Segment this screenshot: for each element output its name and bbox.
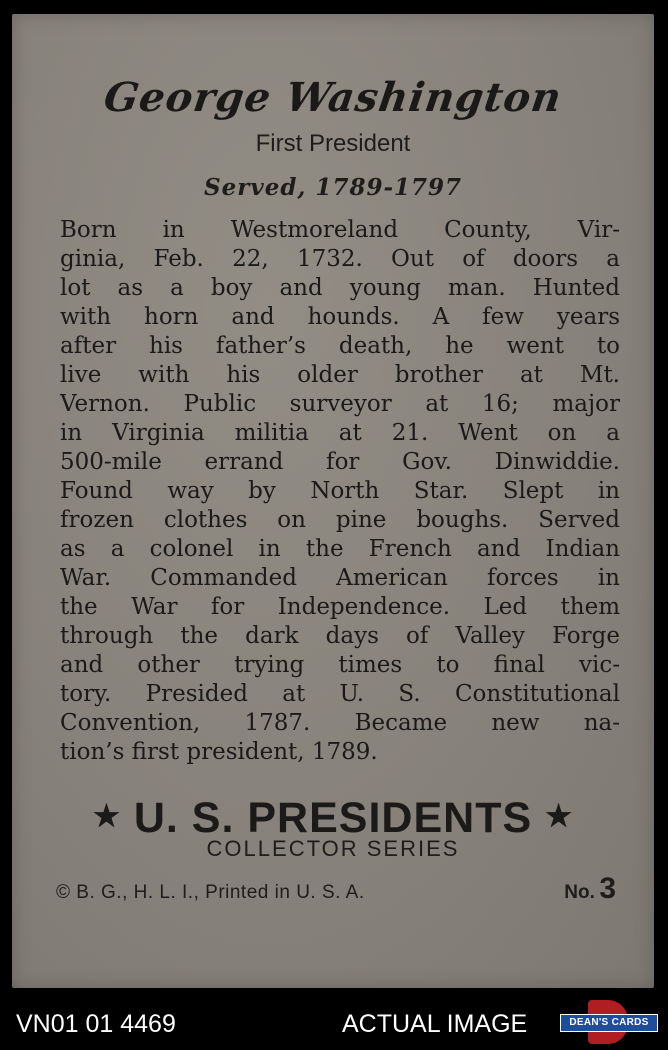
bio-line: and other trying times to final vic- xyxy=(60,652,620,678)
bio-line: War. Commanded American forces in xyxy=(60,565,620,591)
bio-line: in Virginia militia at 21. Went on a xyxy=(60,420,620,446)
bio-line: ginia, Feb. 22, 1732. Out of doors a xyxy=(60,246,620,272)
card-number-value: 3 xyxy=(599,872,616,905)
president-name: George Washington xyxy=(101,74,565,121)
term-served: Served, 1789-1797 xyxy=(203,174,463,201)
bio-line: Born in Westmoreland County, Vir- xyxy=(60,217,620,243)
bio-line: live with his older brother at Mt. xyxy=(60,362,620,388)
bio-line: lot as a boy and young man. Hunted xyxy=(60,275,620,301)
bio-line: as a colonel in the French and Indian xyxy=(60,536,620,562)
bio-line: through the dark days of Valley Forge xyxy=(60,623,620,649)
star-icon: ★ xyxy=(92,800,121,833)
bio-line: tory. Presided at U. S. Constitutional xyxy=(60,681,620,707)
bio-line: frozen clothes on pine boughs. Served xyxy=(60,507,620,533)
copyright-line: © B. G., H. L. I., Printed in U. S. A. xyxy=(56,882,365,903)
bio-line: tion’s first president, 1789. xyxy=(60,739,378,765)
logo-banner-text: DEAN'S CARDS xyxy=(560,1014,658,1032)
item-id: VN01 01 4469 xyxy=(16,1010,176,1038)
bio-line: Found way by North Star. Slept in xyxy=(60,478,620,504)
president-office: First President xyxy=(255,130,411,157)
series-subtitle: COLLECTOR SERIES xyxy=(206,836,460,861)
bio-line: with horn and hounds. A few years xyxy=(60,304,620,330)
bio-line: Convention, 1787. Became new na- xyxy=(60,710,620,736)
deans-cards-logo xyxy=(560,1000,656,1044)
bio-line: Vernon. Public surveyor at 16; major xyxy=(60,391,620,417)
biography-text xyxy=(60,216,620,767)
actual-image-label: ACTUAL IMAGE xyxy=(342,1010,528,1038)
series-title-text: U. S. PRESIDENTS xyxy=(133,794,533,842)
bio-line: after his father’s death, he went to xyxy=(60,333,620,359)
trading-card-back xyxy=(12,14,654,988)
card-number xyxy=(564,872,616,906)
bio-line: the War for Independence. Led them xyxy=(60,594,620,620)
card-number-label: No. xyxy=(564,882,595,903)
star-icon: ★ xyxy=(545,800,573,833)
bio-line: 500-mile errand for Gov. Dinwiddie. xyxy=(60,449,620,475)
